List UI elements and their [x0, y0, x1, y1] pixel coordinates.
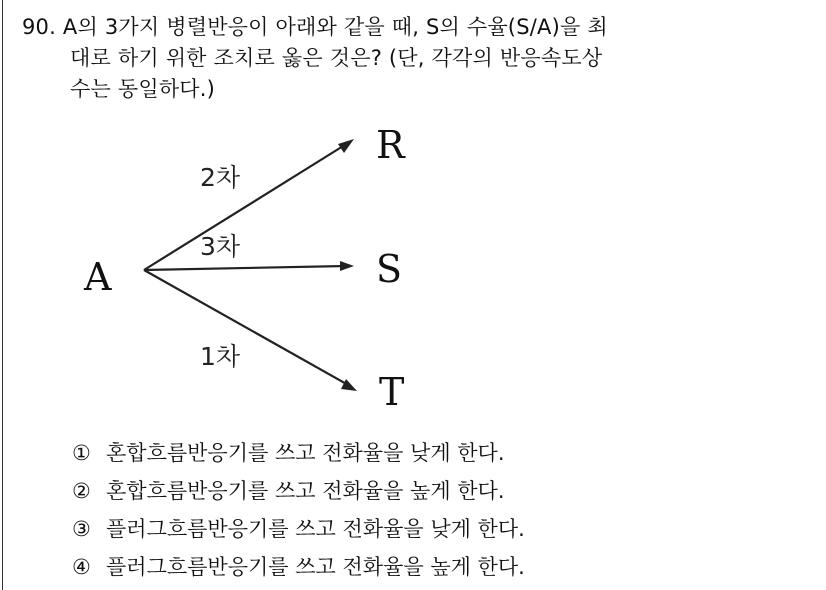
arrow-a-to-t — [144, 270, 350, 386]
option-text: 플러그흐름반응기를 쓰고 전화율을 높게 한다. — [106, 555, 525, 579]
question-number: 90. — [22, 15, 56, 39]
order-label-s: 3차 — [200, 232, 241, 261]
left-border — [2, 0, 3, 590]
product-label-r: R — [376, 123, 405, 167]
product-label-t: T — [379, 370, 405, 414]
arrowhead-s — [340, 261, 354, 271]
option-4[interactable] — [72, 548, 772, 586]
option-2[interactable] — [72, 472, 772, 510]
question-line-3: 수는 동일하다.) — [70, 77, 216, 101]
reactant-label: A — [84, 255, 112, 299]
reaction-diagram-svg — [70, 108, 450, 423]
arrow-a-to-r — [144, 143, 348, 270]
arrowhead-r — [338, 139, 354, 153]
arrowhead-t — [341, 379, 357, 391]
option-number: ② — [72, 479, 91, 503]
arrow-a-to-s — [144, 266, 346, 270]
option-number: ④ — [72, 555, 91, 579]
order-label-r: 2차 — [200, 163, 241, 192]
option-3[interactable] — [72, 510, 772, 548]
option-number: ③ — [72, 517, 91, 541]
question-text-1: A의 3가지 병렬반응이 아래와 같을 때, S의 수율(S/A)을 최 — [62, 15, 608, 39]
option-1[interactable] — [72, 434, 772, 472]
question-line-1 — [22, 12, 812, 43]
answer-options — [72, 434, 772, 586]
order-label-t: 1차 — [200, 342, 241, 371]
option-number: ① — [72, 441, 91, 465]
question-stem — [22, 12, 812, 105]
option-text: 혼합흐름반응기를 쓰고 전화율을 낮게 한다. — [106, 441, 505, 465]
option-text: 혼합흐름반응기를 쓰고 전화율을 높게 한다. — [106, 479, 505, 503]
reaction-diagram — [70, 108, 450, 423]
product-label-s: S — [376, 247, 403, 291]
question-line-2: 대로 하기 위한 조치로 옳은 것은? (단, 각각의 반응속도상 — [70, 46, 603, 70]
option-text: 플러그흐름반응기를 쓰고 전화율을 낮게 한다. — [106, 517, 525, 541]
